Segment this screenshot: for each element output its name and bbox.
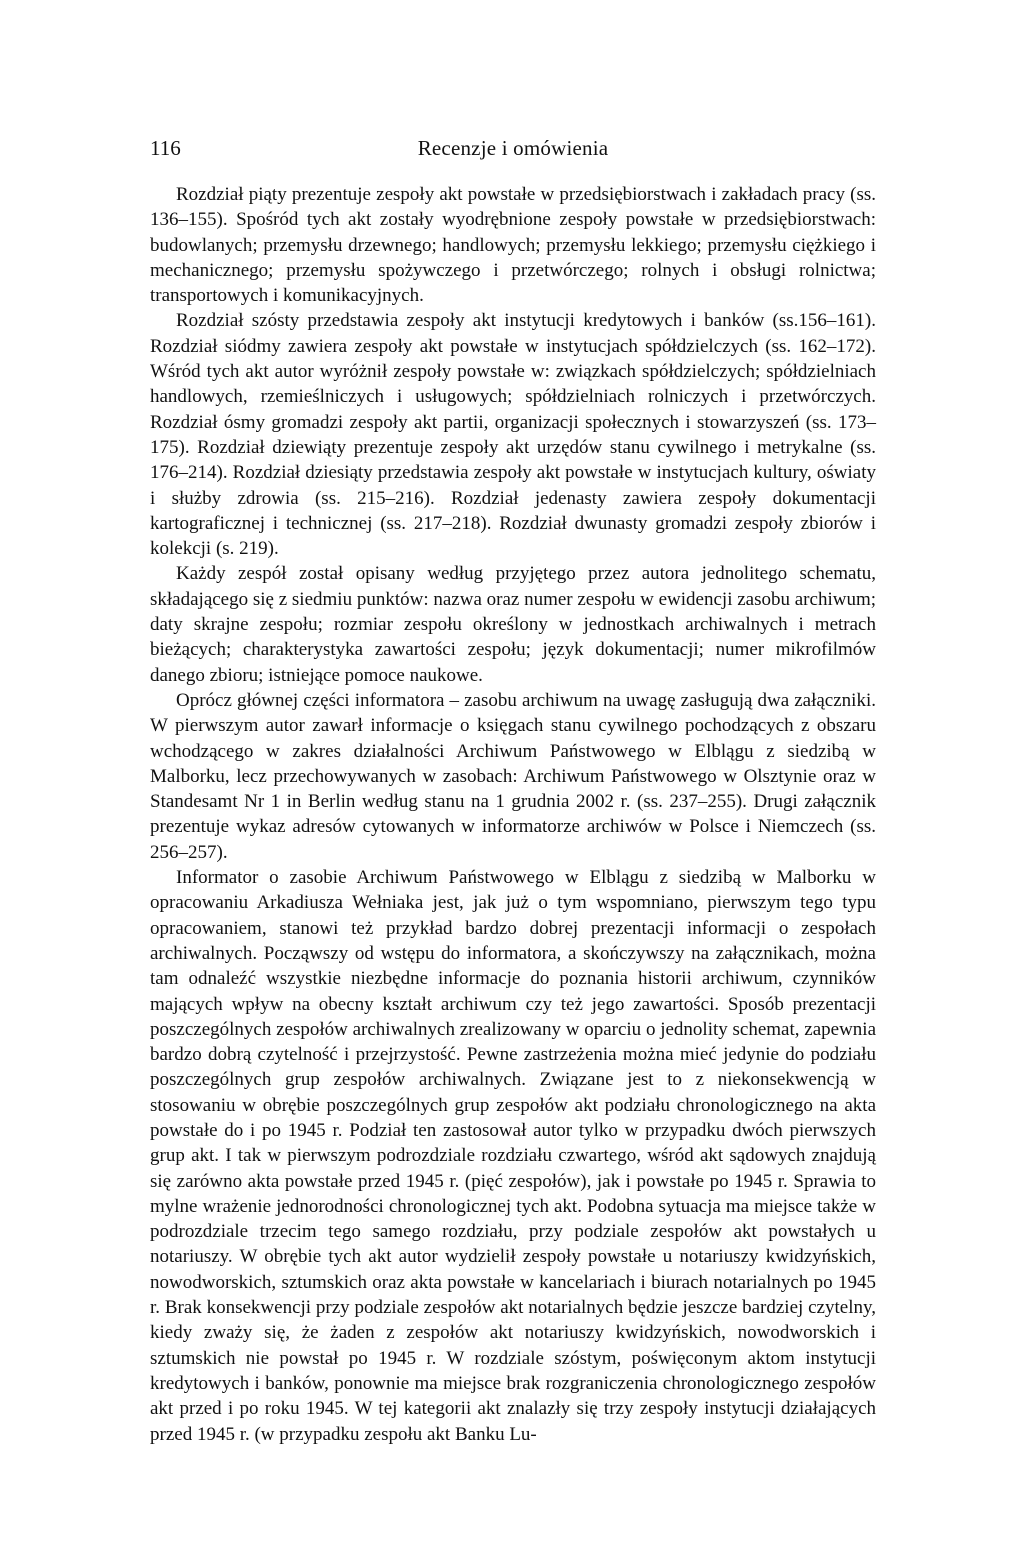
paragraph: Informator o zasobie Archiwum Państwowego w Elblągu z siedzibą w Malborku w opracowaniu Arkadiusza Wełniaka jest, jak już o tym wspomniano, pierwszym tego typu opracowaniem, stanowi też przykład bardzo dobrej prezentacji informacji o zespołach archiwalnych. Począwszy od wstępu do informatora, a skończywszy na załącznikach, można tam odnaleźć wszystkie niezbędne informacje do poznania historii archiwum, czynników mających wpływ na obecny kształt archiwum czy też jego zawartości. Sposób prezentacji poszczególnych zespołów archiwalnych zrealizowany w oparciu o jednolity schemat, zapewnia bardzo dobrą czytelność i przejrzystość. Pewne zastrzeżenia można mieć jedynie do podziału poszczególnych grup zespołów archiwalnych. Związane jest to z niekonsekwencją w stosowaniu w obrębie poszczególnych grup zespołów akt podziału chronologicznego na akta powstałe do i po 1945 r. Podział ten zastosował autor tylko w przypadku dwóch pierwszych grup akt. I tak w pierwszym podrozdziale rozdziału czwartego, wśród akt sądowych znajdują się zarówno akta powstałe przed 1945 r. (pięć zespołów), jak i powstałe po 1945 r. Sprawia to mylne wrażenie jednorodności chronologicznej tych akt. Podobna sytuacja ma miejsce także w podrozdziale trzecim tego samego rozdziału, przy podziale zespołów akt powstałych u notariuszy. W obrębie tych akt autor wydzielił zespoły powstałe u notariuszy kwidzyńskich, nowodworskich, sztumskich oraz akta powstałe w kancelariach i biurach notarialnych po 1945 r. Brak konsekwencji przy podziale zespołów akt notarialnych będzie jeszcze bardziej czytelny, kiedy zważy się, że żaden z zespołów akt notariuszy kwidzyńskich, nowodworskich i sztumskich nie powstał po 1945 r. W rozdziale szóstym, poświęconym aktom instytucji kredytowych i banków, ponownie ma miejsce brak rozgraniczenia chronologicznego zespołów akt przed i po roku 1945. W tej kategorii akt znalazły się trzy zespoły instytucji działających przed 1945 r. (w przypadku zespołu akt Banku Lu- [150,867,876,1445]
body-text [150,182,876,1447]
page-number: 116 [150,136,181,160]
page-header [150,135,876,165]
paragraph: Każdy zespół został opisany według przyjętego przez autora jednolitego schematu, składającego się z siedmiu punktów: nazwa oraz numer zespołu w ewidencji zasobu archiwum; daty skrajne zespołu; rozmiar zespołu określony w jednostkach archiwalnych i metrach bieżących; charakterystyka zawartości zespołu; język dokumentacji; numer mikrofilmów danego zbioru; istniejące pomoce naukowe. [150,563,876,686]
paragraph: Rozdział piąty prezentuje zespoły akt powstałe w przedsiębiorstwach i zakładach pracy (ss. 136–155). Spośród tych akt zostały wyodrębnione zespoły powstałe w przedsiębiorstwach: budowlanych; przemysłu drzewnego; handlowych; przemysłu lekkiego; przemysłu ciężkiego i mechanicznego; przemysłu spożywczego i przetwórczego; rolnych i obsługi rolnictwa; transportowych i komunikacyjnych. [150,184,876,307]
running-title: Recenzje i omówienia [417,136,609,160]
paragraph: Rozdział szósty przedstawia zespoły akt instytucji kredytowych i banków (ss.156–161). Rozdział siódmy zawiera zespoły akt powstałe w instytucjach spółdzielczych (ss. 162–172). Wśród tych akt autor wyróżnił zespoły powstałe w: związkach spółdzielczych; spółdzielniach handlowych, rzemieślniczych i usługowych; spółdzielniach rolniczych i przetwórczych. Rozdział ósmy gromadzi zespoły akt partii, organizacji społecznych i stowarzyszeń (ss. 173–175). Rozdział dziewiąty prezentuje zespoły akt urzędów stanu cywilnego i metrykalne (ss. 176–214). Rozdział dziesiąty przedstawia zespoły akt powstałe w instytucjach kultury, oświaty i służby zdrowia (ss. 215–216). Rozdział jedenasty zawiera zespoły dokumentacji kartograficznej i technicznej (ss. 217–218). Rozdział dwunasty gromadzi zespoły zbiorów i kolekcji (s. 219). [150,310,876,560]
paragraph: Oprócz głównej części informatora – zasobu archiwum na uwagę zasługują dwa załączniki. W pierwszym autor zawarł informacje o księgach stanu cywilnego pochodzących z obszaru wchodzącego w zakres działalności Archiwum Państwowego w Elblągu z siedzibą w Malborku, lecz przechowywanych w zasobach: Archiwum Państwowego w Olsztynie oraz w Standesamt Nr 1 in Berlin według stanu na 1 grudnia 2002 r. (ss. 237–255). Drugi załącznik prezentuje wykaz adresów cytowanych w informatorze archiwów w Polsce i Niemczech (ss. 256–257). [150,689,876,863]
